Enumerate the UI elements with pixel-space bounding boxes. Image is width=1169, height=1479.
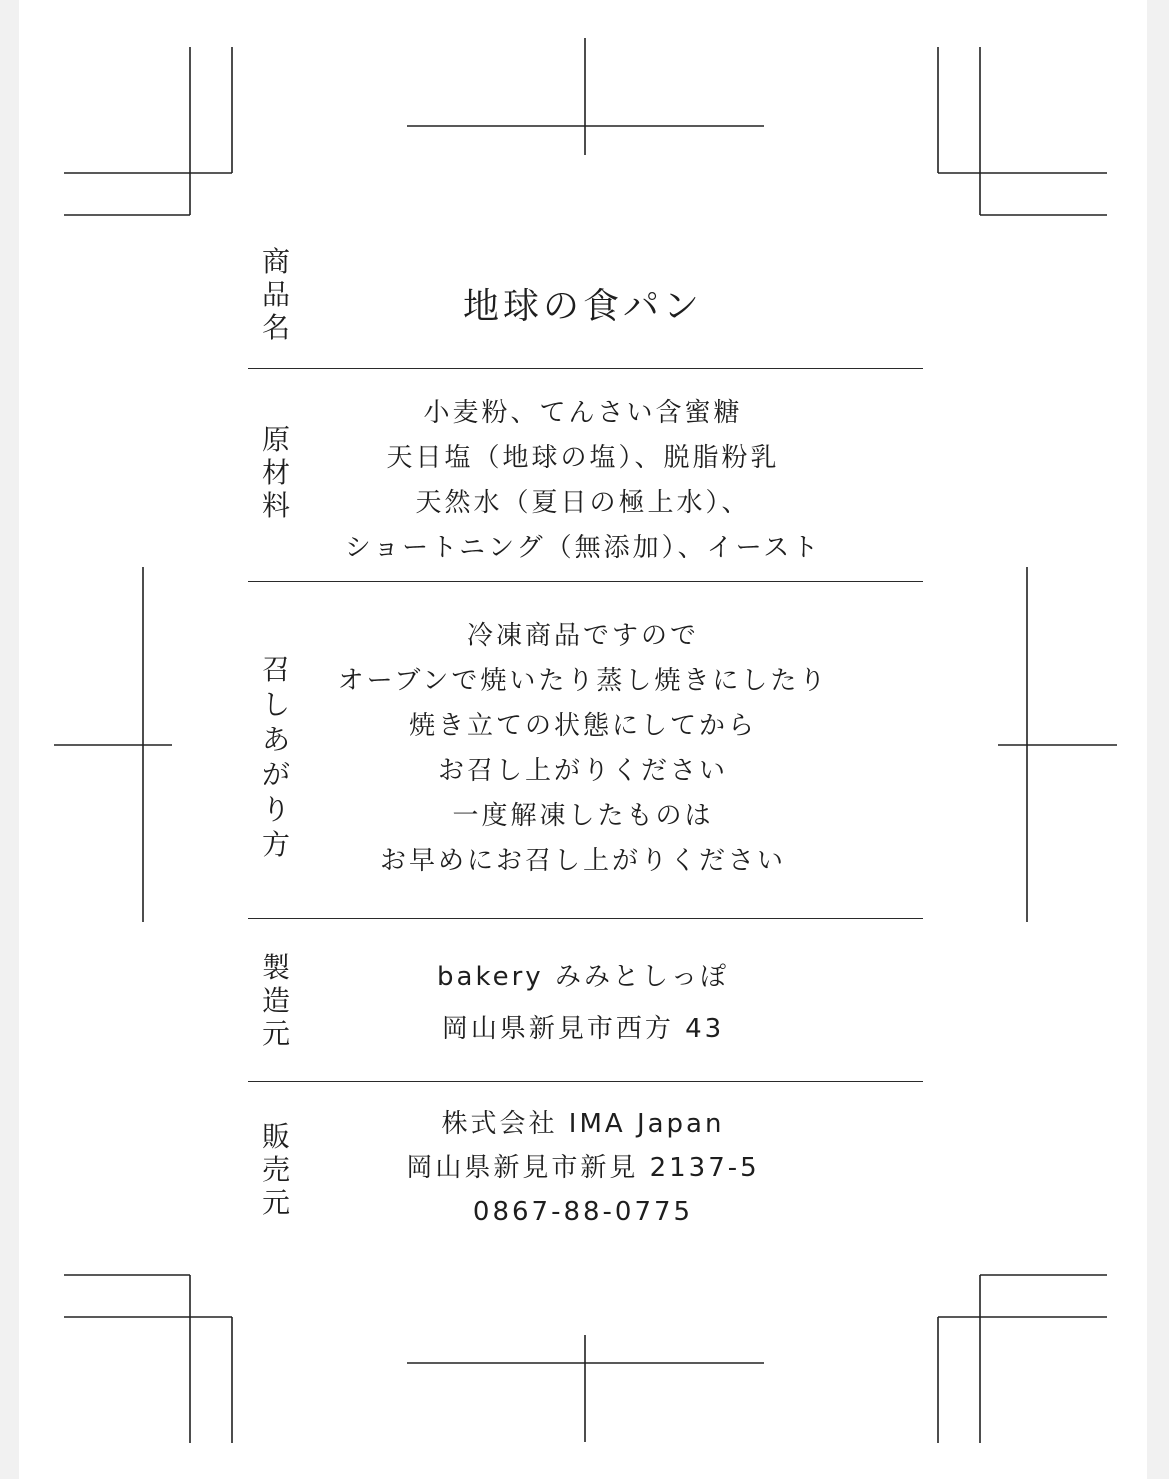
ingredient-line: 天然水（夏日の極上水）、	[415, 488, 751, 518]
ingredient-line: 天日塩（地球の塩）、脱脂粉乳	[386, 443, 780, 473]
product-name-label: 商 品 名	[261, 245, 290, 344]
instruction-line: お早めにお召し上がりください	[379, 846, 786, 876]
product-name-row	[248, 240, 923, 368]
instruction-line: 焼き立ての状態にしてから	[408, 711, 757, 741]
ingredients-list	[318, 391, 848, 571]
instruction-line: 一度解凍したものは	[452, 801, 714, 831]
how-to-eat-text	[318, 614, 848, 884]
manufacturer-row	[248, 919, 923, 1081]
seller-address: 岡山県新見市新見 2137-5	[406, 1153, 760, 1183]
ingredient-line: 小麦粉、てんさい含蜜糖	[423, 398, 743, 428]
product-name-value-box	[318, 278, 848, 329]
seller-name: 株式会社 IMA Japan	[441, 1109, 725, 1139]
manufacturer-address: 岡山県新見市西方 43	[441, 1014, 725, 1044]
instruction-line: お召し上がりください	[437, 756, 728, 786]
how-to-eat-row	[248, 582, 923, 918]
ingredients-label: 原 材 料	[261, 423, 290, 522]
manufacturer-name: bakery みみとしっぽ	[437, 962, 729, 992]
instruction-line: 冷凍商品ですので	[466, 621, 699, 651]
seller-info	[318, 1102, 848, 1234]
seller-label: 販 売 元	[261, 1120, 290, 1219]
manufacturer-info	[318, 951, 848, 1055]
seller-row	[248, 1082, 923, 1252]
instruction-line: オーブンで焼いたり蒸し焼きにしたり	[337, 666, 829, 696]
ingredient-line: ショートニング（無添加）、イースト	[344, 533, 822, 563]
how-to-eat-label: 召 し あ が り 方	[261, 653, 290, 861]
manufacturer-label: 製 造 元	[261, 951, 290, 1050]
ingredients-row	[248, 369, 923, 581]
product-name-value: 地球の食パン	[462, 286, 703, 327]
seller-phone: 0867-88-0775	[472, 1197, 694, 1227]
